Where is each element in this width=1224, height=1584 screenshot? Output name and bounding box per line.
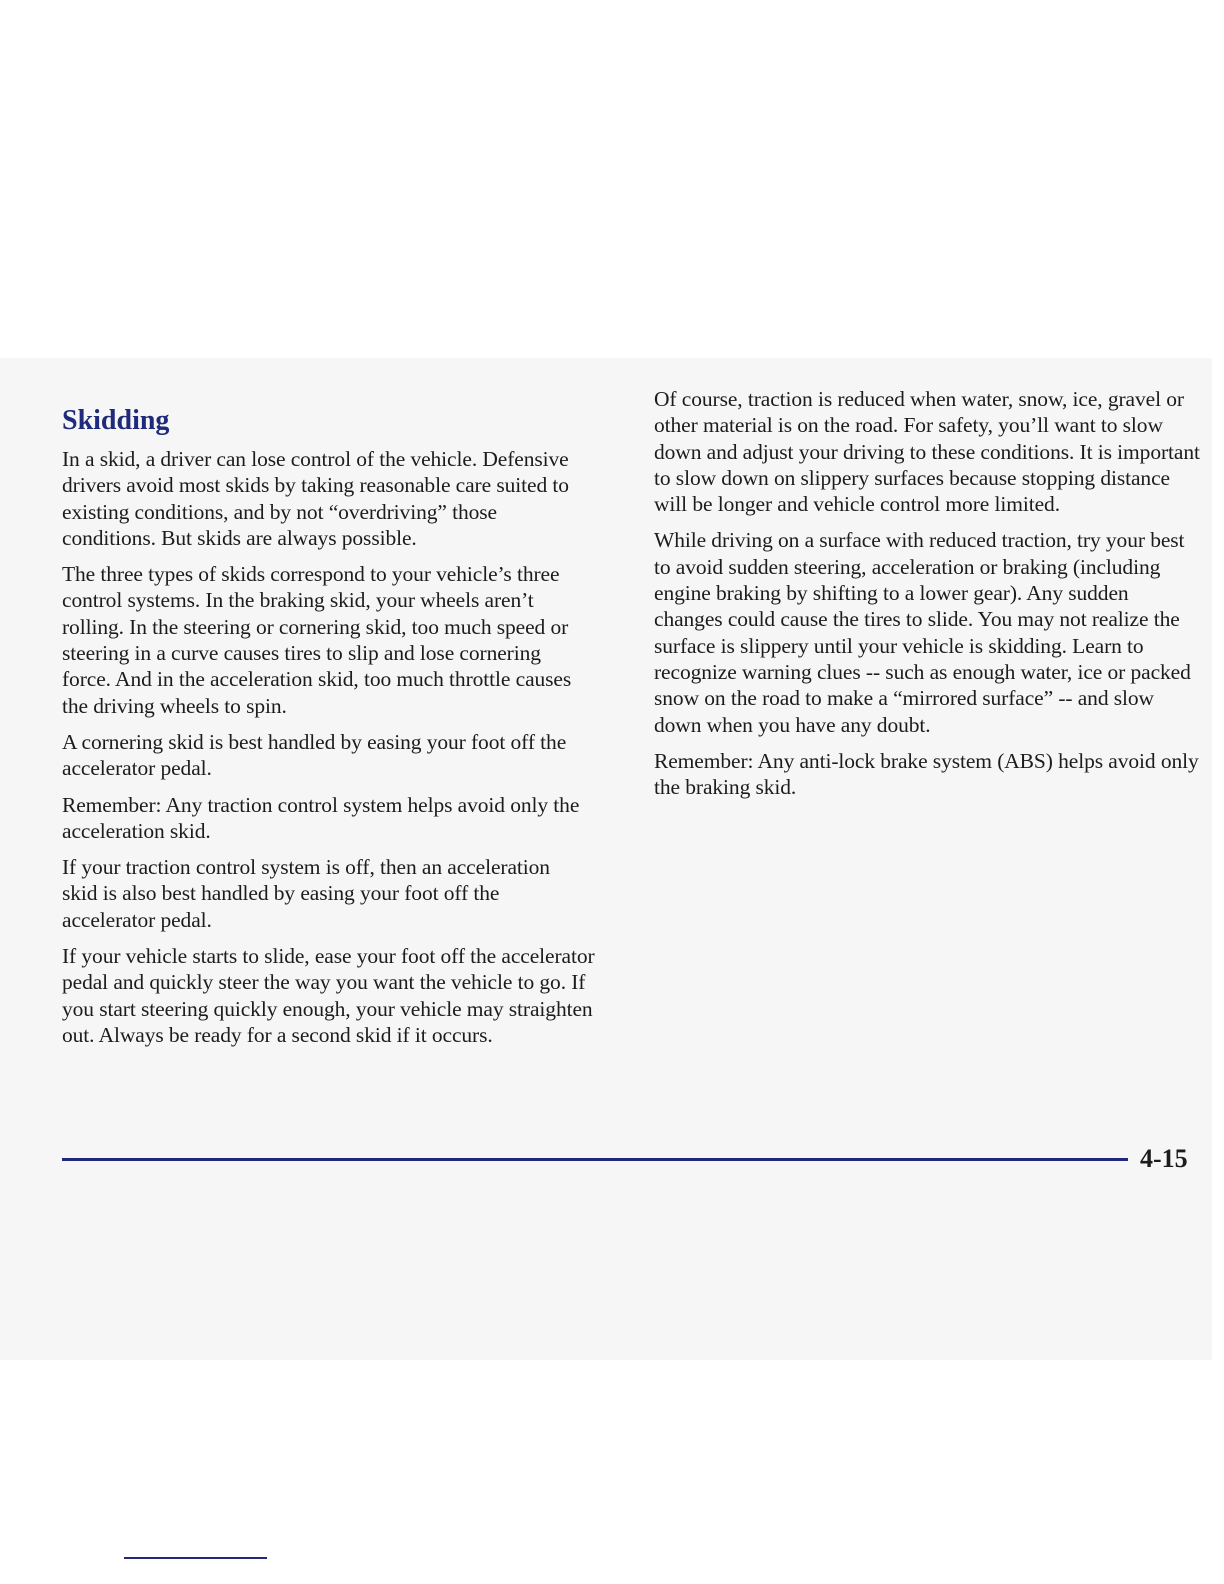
left-column — [62, 404, 622, 1058]
paragraph: In a skid, a driver can lose control of the vehicle. Defensive drivers avoid most skids by taking reasonable care suited to existing conditions, and by not “overdriving” those conditions. But skids are always possible. — [62, 447, 569, 550]
paragraph: The three types of skids correspond to your vehicle’s three control systems. In the braking skid, your wheels aren’t rolling. In the steering or cornering skid, too much speed or steering in a curve causes tires to slip and lose cornering force. And in the acceleration skid, too much throttle causes the driving wheels to spin. — [62, 562, 572, 718]
paragraph: Remember: Any traction control system helps avoid only the acceleration skid. — [62, 792, 580, 843]
manual-page — [0, 358, 1212, 1360]
page-number: 4-15 — [1140, 1144, 1188, 1173]
paragraph: Of course, traction is reduced when water, snow, ice, gravel or other material is on the road. For safety, you’ll want to slow down and adjust your driving to these conditions. It is important to slow down on slippery surfaces because stopping distance will be longer and vehicle control more limited. — [654, 387, 1200, 517]
section-heading: Skidding — [62, 405, 170, 436]
bottom-underline — [124, 1557, 267, 1559]
paragraph: If your vehicle starts to slide, ease your foot off the accelerator pedal and quickly steer the way you want the vehicle to go. If you start steering quickly enough, your vehicle may straighten out. Always be ready for a second skid if it occurs. — [62, 944, 595, 1047]
paragraph: Remember: Any anti-lock brake system (ABS) helps avoid only the braking skid. — [654, 748, 1199, 800]
paragraph: A cornering skid is best handled by easing your foot off the accelerator pedal. — [62, 729, 567, 781]
paragraph: If your traction control system is off, then an acceleration skid is also best handled by easing your foot off the accelerator pedal. — [62, 855, 550, 932]
footer-rule — [62, 1158, 1128, 1161]
right-column — [654, 386, 1202, 810]
paragraph: While driving on a surface with reduced traction, try your best to avoid sudden steering, acceleration or braking (including engine braking by shifting to a lower gear). Any sudden changes could cause the tires to slide. You may not realize the surface is slippery until your vehicle is skidding. Learn to recognize warning clues -- such as enough water, ice or packed snow on the road to make a “mirrored surface” -- and slow down when you have any doubt. — [654, 528, 1191, 737]
